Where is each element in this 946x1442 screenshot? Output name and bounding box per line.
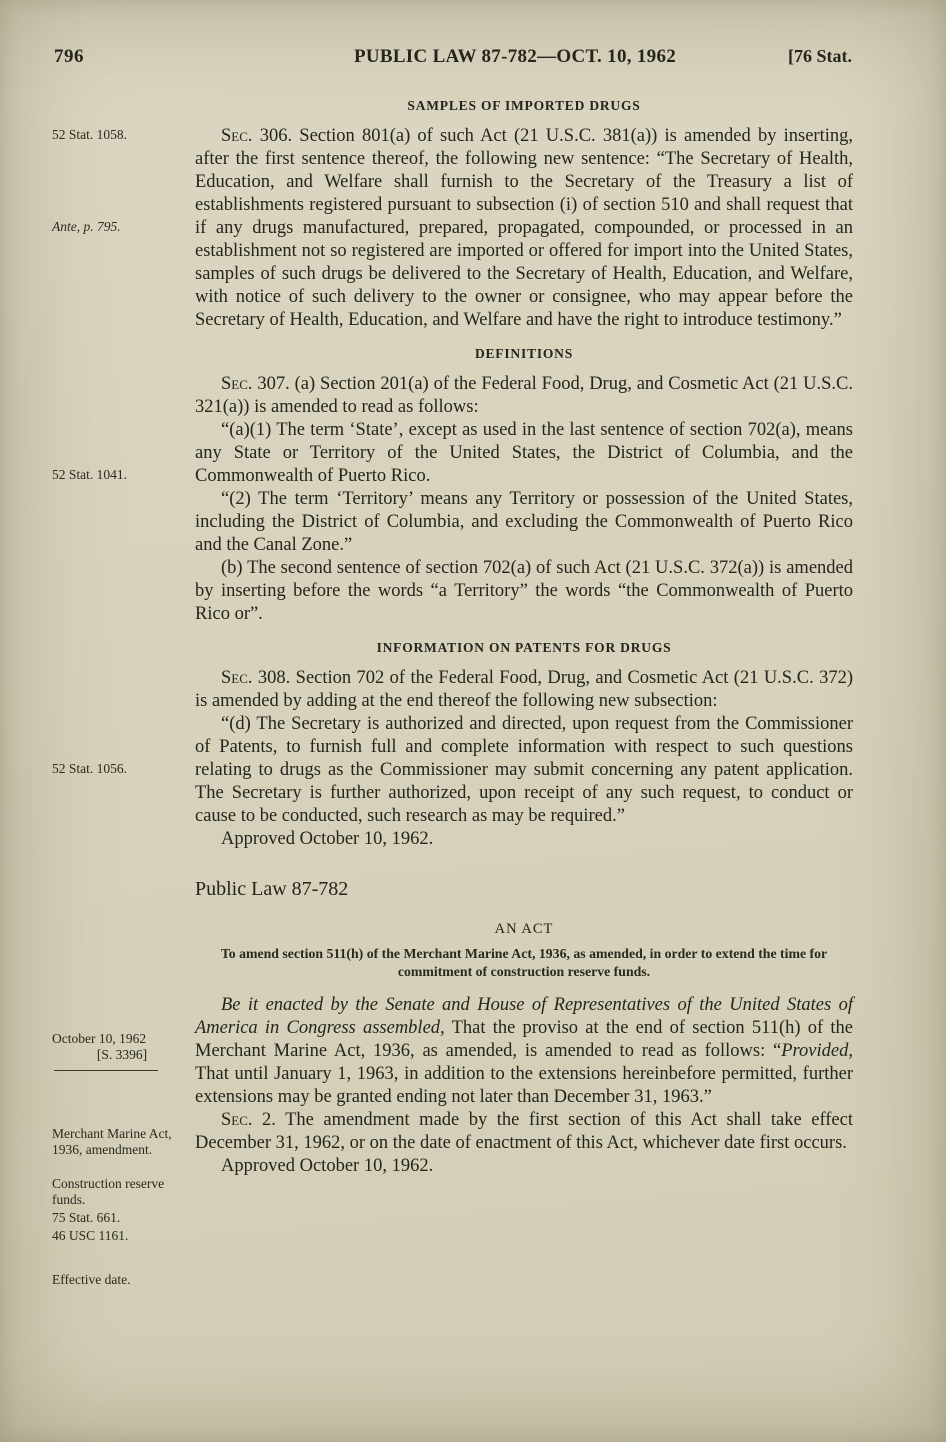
sec-308-label: Sec. 308. <box>221 668 291 688</box>
subsection-b-paragraph: (b) The second sentence of section 702(a) of such Act (21 U.S.C. 372(a)) is amended by inserting before the words “a Territory” the words “the Commonwealth of Puerto Rico or”. <box>195 558 853 624</box>
margin-note-52-stat-1041: 52 Stat. 1041. <box>52 467 128 482</box>
page-header <box>0 46 946 76</box>
enacting-clause-italic: Be it enacted by the Senate and House of Representatives of the United States of America in Congress assembled, <box>195 995 853 1038</box>
margin-note-effective-date: Effective date. <box>52 1272 131 1287</box>
act-preamble: To amend section 511(h) of the Merchant Marine Act, 1936, as amended, in order to extend the time for commitment of construction reserve funds. <box>220 946 828 979</box>
subsection-2-paragraph: “(2) The term ‘Territory’ means any Territory or possession of the United States, including the District of Columbia, and excluding the Commonwealth of Puerto Rico and the Canal Zone.” <box>195 489 853 555</box>
sec-2-label: Sec. 2. <box>221 1110 276 1130</box>
enacting-clause-text-2: That until January 1, 1963, in addition to the extensions hereinbefore permitted, further extensions may be granted ending not later than December 31, 1963.” <box>195 1064 853 1107</box>
margin-note-enactment-date <box>52 1031 192 1071</box>
sec-306-paragraph <box>195 125 853 332</box>
subsection-d-paragraph: “(d) The Secretary is authorized and directed, upon request from the Commissioner of Patents, to furnish full and complete information with respect to such questions relating to drugs as the Commissioner may submit concerning any patent application. The Secretary is further authorized, upon receipt of any such request, to conduct or cause to be conducted, such research as may be required.” <box>195 714 853 826</box>
construction-funds-text: Construction reserve funds. <box>52 1176 165 1207</box>
public-law-title: Public Law 87-782 <box>195 878 349 900</box>
approved-line-act1: Approved October 10, 1962. <box>221 829 434 849</box>
sec-308-text: Section 702 of the Federal Food, Drug, and Cosmetic Act (21 U.S.C. 372) is amended by adding at the end thereof the following new subsection: <box>195 668 853 711</box>
stat-citation-text: 75 Stat. 661. <box>52 1210 121 1225</box>
sec-2-paragraph <box>195 1109 853 1155</box>
statute-body <box>195 97 853 1178</box>
heading-information-on-patents: INFORMATION ON PATENTS FOR DRUGS <box>376 640 672 655</box>
enactment-date-text: October 10, 1962 <box>52 1031 147 1046</box>
sec-307-text: (a) Section 201(a) of the Federal Food, Drug, and Cosmetic Act (21 U.S.C. 321(a)) is amended to read as follows: <box>195 374 853 417</box>
margin-note-52-stat-1056: 52 Stat. 1056. <box>52 761 128 776</box>
margin-note-ante-p-795: Ante, p. 795. <box>52 219 121 234</box>
proviso-italic: Provided, <box>781 1041 853 1061</box>
page-number: 796 <box>54 46 84 67</box>
subsection-a1-paragraph: “(a)(1) The term ‘State’, except as used in the last sentence of section 702(a), means any State or Territory of the United States, the District of Columbia, and the Commonwealth of Puerto Rico. <box>195 420 853 486</box>
margin-note-construction-funds <box>52 1176 192 1244</box>
enacting-clause-paragraph <box>195 994 853 1109</box>
an-act-heading: AN ACT <box>494 921 554 937</box>
bill-number-text: [S. 3396] <box>96 1047 148 1062</box>
margin-note-rule <box>54 1070 158 1071</box>
sec-307-paragraph <box>195 373 853 419</box>
approved-line-act2: Approved October 10, 1962. <box>221 1156 434 1176</box>
sec-306-label: Sec. 306. <box>221 126 293 146</box>
sec-307-label: Sec. 307. <box>221 374 290 394</box>
usc-citation-text: 46 USC 1161. <box>52 1228 129 1243</box>
sec-2-text: The amendment made by the first section of this Act shall take effect December 31, 1962, or on the date of enactment of this Act, whichever date first occurs. <box>195 1110 853 1153</box>
heading-definitions: DEFINITIONS <box>474 346 574 361</box>
heading-samples-of-imported-drugs: SAMPLES OF IMPORTED DRUGS <box>407 98 641 113</box>
sec-308-paragraph <box>195 667 853 713</box>
sec-306-text: Section 801(a) of such Act (21 U.S.C. 381(a)) is amended by inserting, after the first sentence thereof, the following new sentence: “The Secretary of Health, Education, and Welfare shall furnish to the Secretary of the Treasury a list of establishments registered pursuant to subsection (i) of section 510 and shall request that if any drugs manufactured, prepared, propagated, compounded, or processed in an establishment not so registered are imported or offered for import into the United States, samples of such drugs be delivered to the Secretary of Health, Education, and Welfare, with notice of such delivery to the owner or consignee, who may appear before the Secretary of Health, Education, and Welfare and have the right to introduce testimony.” <box>195 126 854 330</box>
header-title: PUBLIC LAW 87-782—OCT. 10, 1962 <box>353 46 677 67</box>
enacting-clause-text-1: That the proviso at the end of section 511(h) of the Merchant Marine Act, 1936, as amended, is amended to read as follows: “ <box>195 1018 853 1061</box>
margin-note-52-stat-1058: 52 Stat. 1058. <box>52 127 128 142</box>
header-volume-label: [76 Stat. <box>788 46 852 66</box>
margin-note-merchant-marine: Merchant Marine Act, 1936, amendment. <box>52 1126 172 1157</box>
